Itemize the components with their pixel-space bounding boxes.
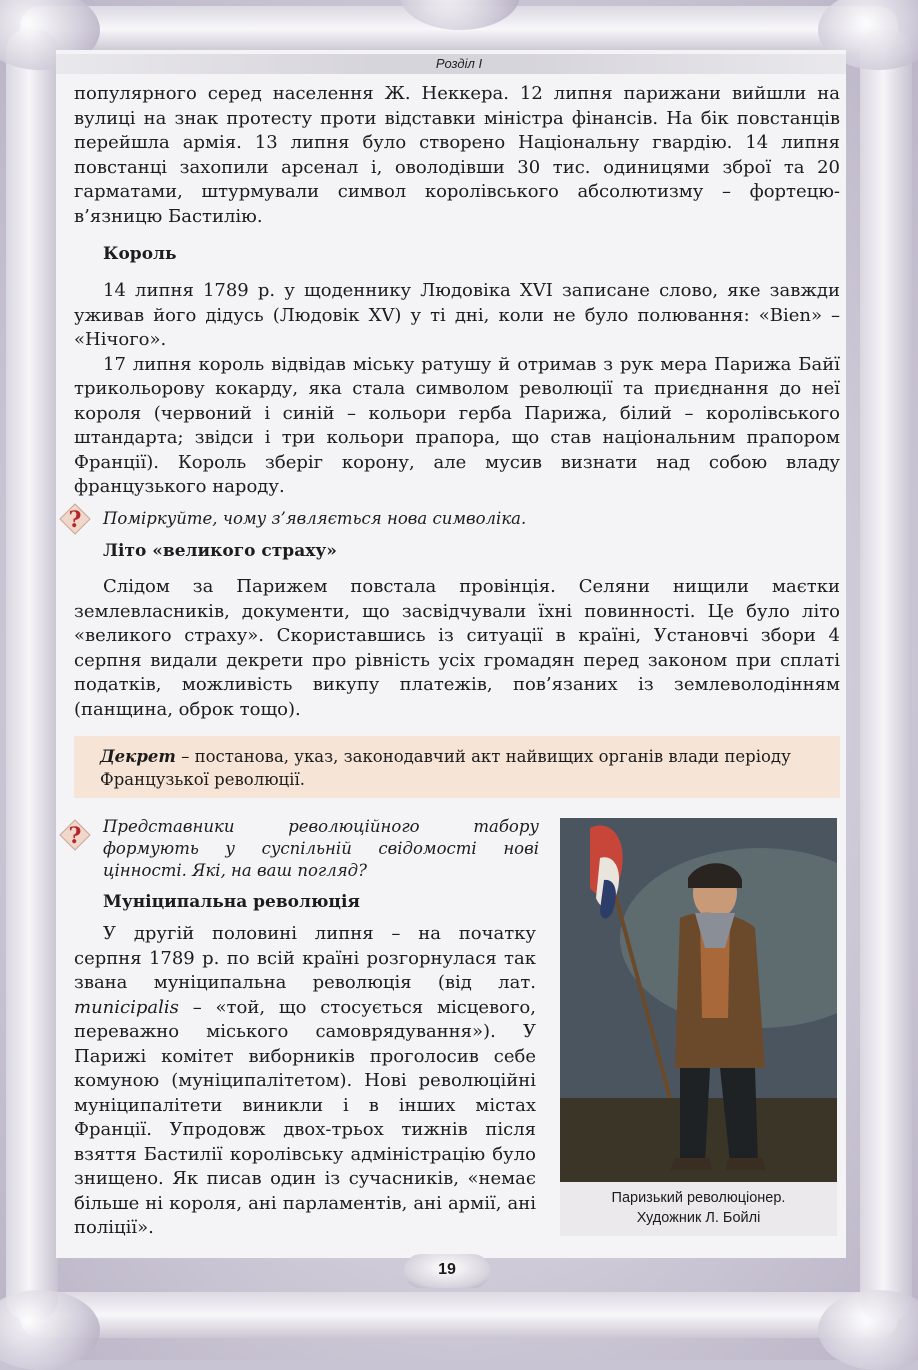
frame-right-border (860, 30, 912, 1320)
painting-parisian-revolutionary (560, 818, 837, 1182)
king-text (74, 279, 840, 500)
caption-line-1: Паризький революціонер. (611, 1190, 786, 1206)
question-2: Представники революційного табору формують у суспільній свідомості нові цінності. Які, на ваш погляд? (103, 817, 539, 880)
painting-illustration (560, 818, 837, 1182)
heading-municipal-revolution: Муніципальна революція (103, 892, 360, 912)
great-fear-text (74, 575, 840, 722)
svg-text:?: ? (68, 507, 82, 533)
heading-king: Король (103, 244, 177, 264)
caption-line-2: Художник Л. Бойлі (636, 1210, 761, 1226)
frame-left-border (6, 30, 58, 1320)
latin-term: municipalis (74, 996, 179, 1018)
king-paragraph-1: 14 липня 1789 р. у щоденнику Людовіка XVI записане слово, яке завжди уживав його дідусь (Людовік XV) у ті дні, коли не було полювання: «Bien» – «Нічого». (74, 280, 840, 350)
intro-paragraph: популярного серед населення Ж. Неккера. 12 липня парижани вийшли на вулиці на знак протесту проти відставки міністра фінансів. На бік повстанців перейшла армія. 13 липня було створено Національну гвардію. 14 липня повстанці захопили арсенал і, оволодівши 30 тис. одиницями зброї та 20 гарматами, штурмували символ королівського абсолютизму – фортецю-в’язницю Бастилію. (74, 83, 840, 227)
svg-text:?: ? (68, 823, 82, 849)
definition-term: Декрет (100, 747, 176, 766)
municipal-text-before: У другій половині липня – на початку серпня 1789 р. по всій країні розгорнулася так звана муніципальна революція (від лат. (74, 923, 536, 993)
great-fear-paragraph: Слідом за Парижем повстала провінція. Селяни нищили маєтки землевласників, документи, що засвідчували їхні повинності. Це було літо «великого страху». Скориставшись із ситуації в країні, Установчі збори 4 серпня видали декрети про рівність усіх громадян перед законом при сплаті податків, можливість викупу платежів, пов’язаних із землеволодінням (панщина, оброк тощо). (74, 576, 840, 720)
question-1: Поміркуйте, чому з’являється нова символіка. (103, 509, 527, 528)
municipal-text (74, 922, 536, 1241)
definition-text (100, 745, 828, 791)
figure-caption (560, 1188, 837, 1228)
question-mark-icon (58, 502, 92, 536)
municipal-text-after: – «той, що стосується місцевого, переважно міського самоврядування»). У Парижі комітет виборників проголосив себе комуною (муніципалітетом). Нові революційні муніципалітети виникли і в інших містах Франції. Упродовж двох-трьох тижнів після взяття Бастилії королівську адміністрацію було знищено. Як писав один із сучасників, «немає більше ні короля, ані парламентів, ані армії, ані поліції». (74, 996, 536, 1238)
municipal-paragraph (74, 922, 536, 1241)
king-paragraph-2: 17 липня король відвідав міську ратушу й отримав з рук мера Парижа Байї трикольорову кокарду, яка стала символом революції та приєднання до неї короля (червоний і синій – кольори герба Парижа, білий – королівського штандарта; звідси і три кольори прапора, що став національним прапором Франції). Король зберіг корону, але мусив визнати над собою владу французького народу. (74, 353, 840, 497)
intro-text (74, 82, 840, 229)
section-label: Розділ І (435, 56, 483, 71)
frame-bottom-border (20, 1292, 898, 1338)
question-mark-icon (58, 818, 92, 852)
page-number: 19 (438, 1261, 456, 1278)
heading-great-fear: Літо «великого страху» (103, 541, 337, 561)
definition-body: – постанова, указ, законодавчий акт найвищих органів влади періоду Французької революції. (100, 747, 791, 789)
